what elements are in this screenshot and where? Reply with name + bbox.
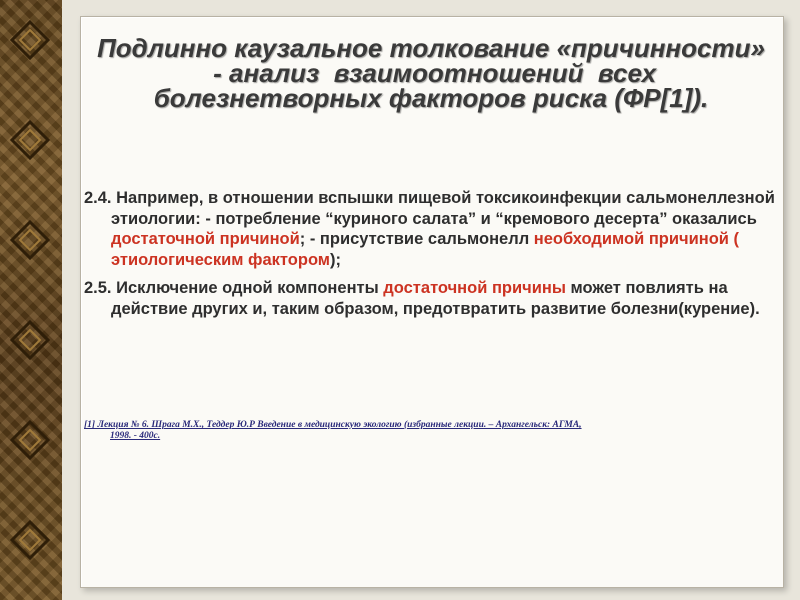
paragraph-2-4 (84, 188, 784, 270)
title-line-2: - анализ взаимоотношений всех (205, 58, 657, 88)
footnote-link[interactable] (84, 420, 784, 442)
ornament-icon (10, 520, 50, 560)
paragraph-text: может повлиять на действие других и, таким образом, предотвратить развитие болезни(курение). (111, 279, 760, 318)
paragraph-text: 2.5. Исключение одной компоненты (84, 279, 384, 297)
title-line-3: болезнетворных факторов риска (ФР[1]). (153, 83, 709, 113)
slide-body (84, 188, 784, 327)
ornament-icon (10, 320, 50, 360)
paragraph-2-5 (84, 278, 784, 319)
ornament-icon (10, 420, 50, 460)
ornament-icon (10, 20, 50, 60)
paragraph-text: ); (330, 250, 342, 269)
paragraph-text: ; - присутствие сальмонелл (299, 230, 534, 248)
title-line-1: Подлинно каузальное толкование «причинности» (97, 33, 765, 63)
highlight-sufficient-cause: достаточной причиной (111, 230, 300, 248)
slide-title (80, 33, 782, 113)
paragraph-text: 2.4. Например, в отношении вспышки пищевой токсикоинфекции сальмонеллезной этиологии: - потребление “куриного салата” и “кремового десерта” оказались (84, 189, 775, 228)
highlight-sufficient-cause: достаточной причины (383, 279, 566, 297)
ornament-icon (10, 220, 50, 260)
decorative-left-band (0, 0, 62, 600)
footnote-line-2: 1998. - 400с. (110, 431, 161, 441)
highlight-necessary-cause: необходимой причиной ( этиологическим фактором (111, 230, 739, 269)
ornament-icon (10, 120, 50, 160)
footnote-line-1: [1] Лекция № 6. Шрага М.Х., Теддер Ю.Р Введение в медицинскую экологию (избранные лекции. – Архангельск: АГМА, (84, 420, 582, 430)
